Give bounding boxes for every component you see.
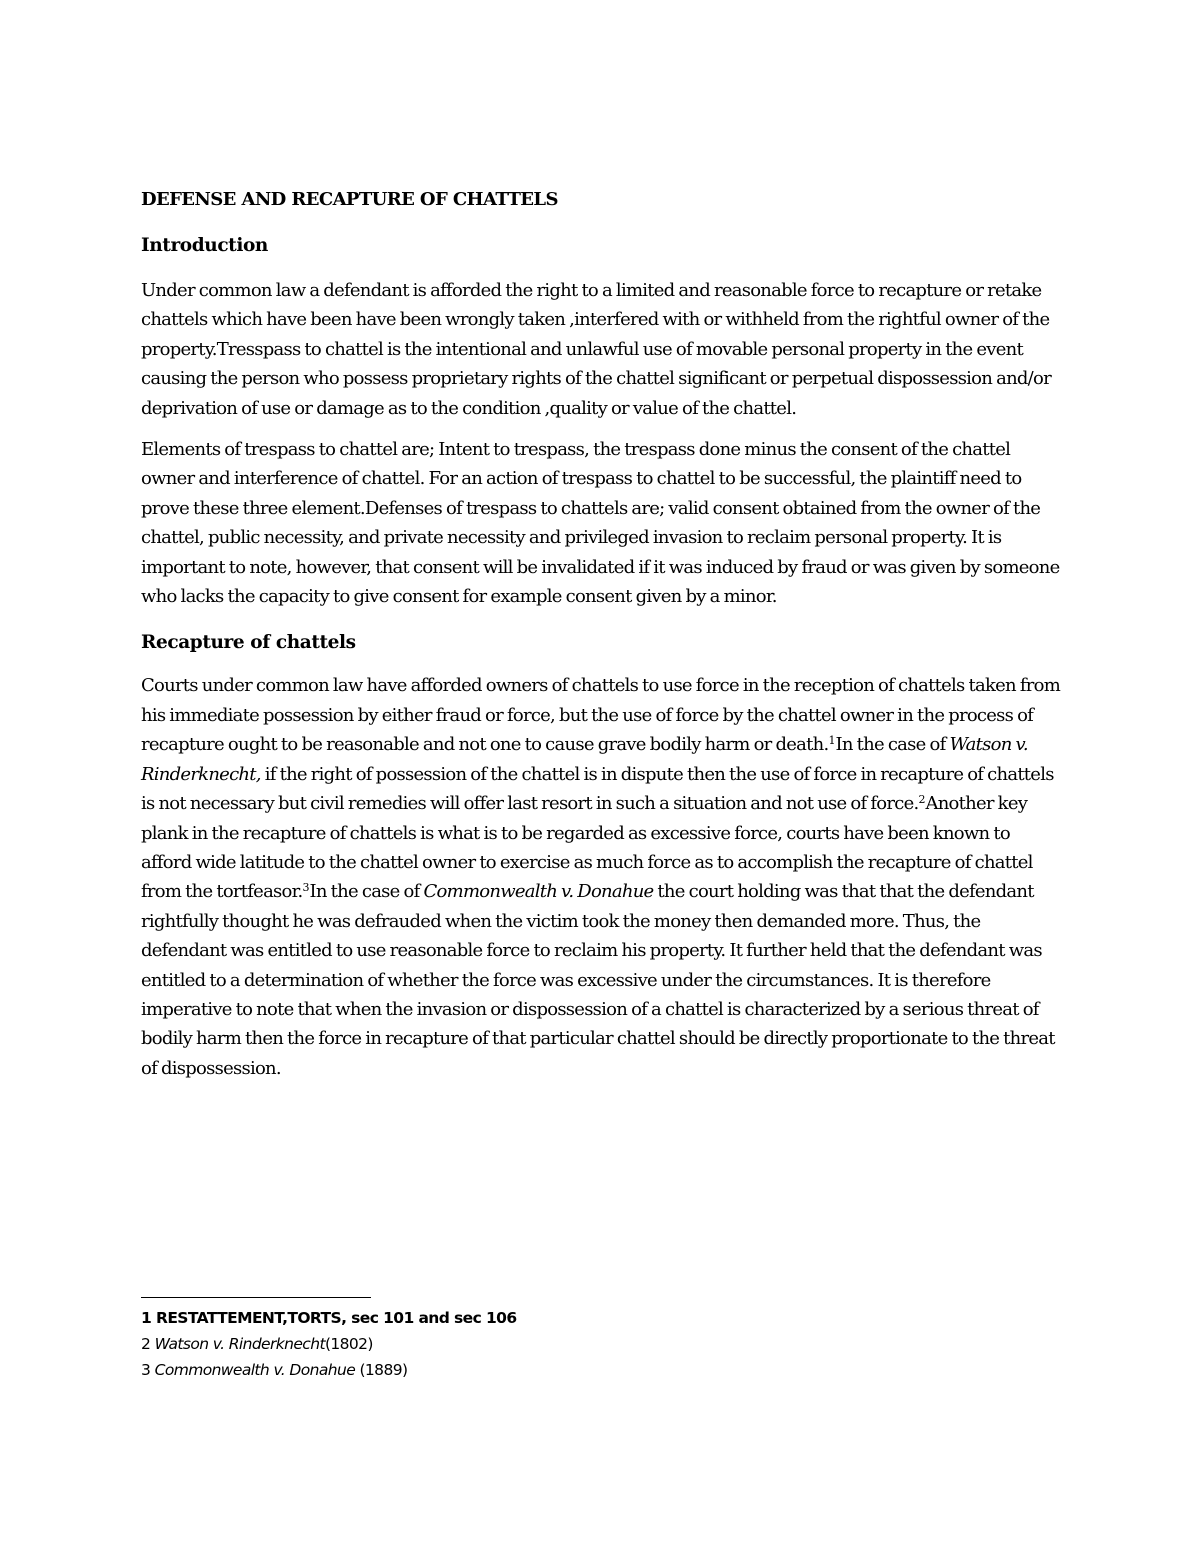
case-name-watson: Watson v. Rinderknecht, (141, 734, 1028, 785)
case-name-commonwealth: Commonwealth v. Donahue (423, 881, 654, 903)
recapture-text-3: if the right of possession of the chattel is in dispute then the use of force in recapture of chattels is not necessary but civil remedies will offer last resort in such a situation and not use of force. (141, 763, 1054, 815)
introduction-paragraph-2: Elements of trespass to chattel are; Intent to trespass, the trespass done minus the consent of the chattel owner and interference of chattel. For an action of trespass to chattel to be successful, the plaintiff need to prove these three element.Defenses of trespass to chattels are; valid consent obtained from the owner of the chattel, public necessity, and private necessity and privileged invasion to reclaim personal property. It is important to note, however, that consent will be invalidated if it was induced by fraud or was given by someone who lacks the capacity to give consent for example consent given by a minor. (141, 439, 1060, 608)
footnote-3-case: Commonwealth v. Donahue (154, 1361, 356, 1379)
footnote-separator (141, 1297, 371, 1298)
introduction-heading: Introduction (141, 235, 268, 256)
recapture-heading: Recapture of chattels (141, 632, 356, 654)
footnote-3-year: (1889) (359, 1361, 408, 1379)
recapture-text-4: Another key plank in the recapture of chattels is what is to be regarded as excessive force, courts have been known to afford wide latitude to the chattel owner to exercise as much force as to accomplish the recapture of chattel from the tortfeasor. (141, 793, 1033, 903)
footnotes (141, 1307, 517, 1385)
recapture-text-5: In the case of (309, 881, 424, 903)
document-body (141, 188, 1061, 1083)
document-title: DEFENSE AND RECAPTURE OF CHATTELS (141, 189, 558, 210)
footnote-2-case: Watson v. Rinderknecht (154, 1335, 325, 1353)
footnote-1-text: RESTATTEMENT,TORTS, sec 101 and sec 106 (155, 1309, 517, 1327)
footnote-2 (141, 1333, 517, 1355)
footnote-ref-1[interactable]: 1 (828, 734, 836, 748)
recapture-text-1: Courts under common law have afforded owners of chattels to use force in the reception of chattels taken from his immediate possession by either fraud or force, but the use of force by the chattel owner in the process of recapture ought to be reasonable and not one to cause grave bodily harm or death. (141, 675, 1061, 756)
footnote-3 (141, 1359, 517, 1381)
recapture-paragraph (141, 671, 1061, 1083)
introduction-paragraph-1: Under common law a defendant is afforded the right to a limited and reasonable force to recapture or retake chattels which have been have been wrongly taken ,interfered with or withheld from the rightful owner of the property.Tresspass to chattel is the intentional and unlawful use of movable personal property in the event causing the person who possess proprietary rights of the chattel significant or perpetual dispossession and/or deprivation of use or damage as to the condition ,quality or value of the chattel. (141, 280, 1051, 419)
footnote-2-year: (1802) (324, 1335, 373, 1353)
footnote-3-number: 3 (141, 1361, 151, 1379)
footnote-ref-2[interactable]: 2 (918, 793, 926, 807)
footnote-ref-3[interactable]: 3 (302, 881, 310, 895)
recapture-text-6: the court holding was that that the defendant rightfully thought he was defrauded when the victim took the money then demanded more. Thus, the defendant was entitled to use reasonable force to reclaim his property. It further held that the defendant was entitled to a determination of whether the force was excessive under the circumstances. It is therefore imperative to note that when the invasion or dispossession of a chattel is characterized by a serious threat of bodily harm then the force in recapture of that particular chattel should be directly proportionate to the threat of dispossession. (141, 881, 1055, 1079)
footnote-1 (141, 1307, 517, 1329)
footnote-2-number: 2 (141, 1335, 151, 1353)
recapture-text-2: In the case of (835, 734, 950, 756)
footnote-1-number: 1 (141, 1309, 152, 1327)
